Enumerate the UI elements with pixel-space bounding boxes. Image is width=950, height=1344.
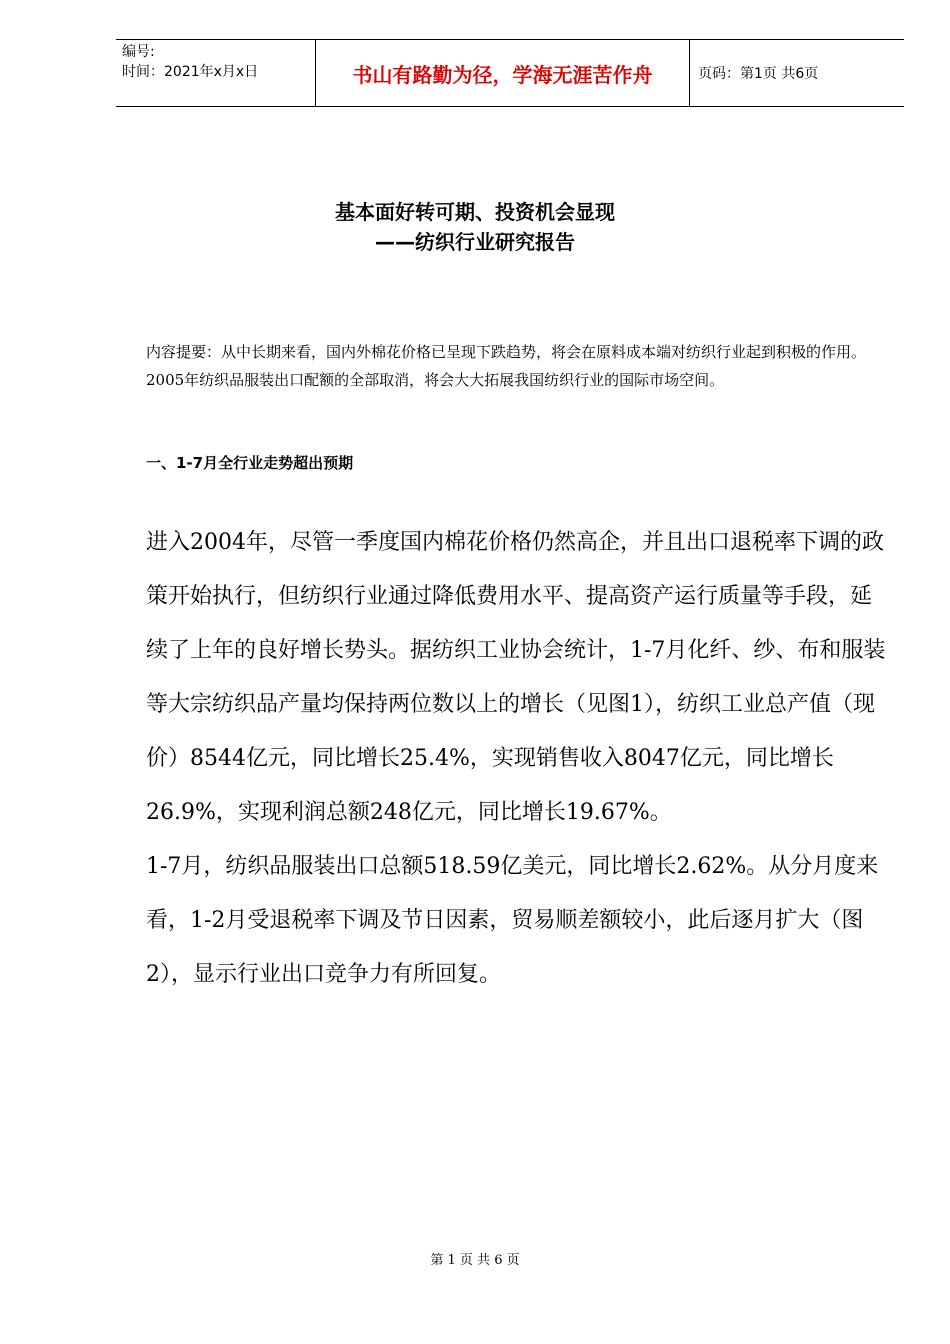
footer-page-number: 第 1 页 共 6 页	[430, 1253, 520, 1268]
section-heading: 一、1-7月全行业走势超出预期	[146, 454, 354, 472]
header-left-cell	[116, 40, 316, 106]
header-table	[116, 39, 904, 107]
motto: 书山有路勤为径，学海无涯苦作舟	[316, 40, 690, 106]
document-title: 基本面好转可期、投资机会显现	[335, 200, 615, 224]
header-page-label: 页码：第1页 共6页	[698, 66, 819, 82]
section-body	[146, 516, 886, 1002]
summary-paragraph: 内容提要：从中长期来看，国内外棉花价格已呈现下跌趋势，将会在原料成本端对纺织行业起到积极的作用。2005年纺织品服装出口配额的全部取消，将会大大拓展我国纺织行业的国际市场空间。	[146, 343, 867, 389]
body-paragraph-1: 进入2004年，尽管一季度国内棉花价格仍然高企，并且出口退税率下调的政策开始执行，但纺织行业通过降低费用水平、提高资产运行质量等手段，延续了上年的良好增长势头。据纺织工业协会统计，1-7月化纤、纱、布和服装等大宗纺织品产量均保持两位数以上的增长（见图1），纺织工业总产值（现价）8544亿元，同比增长25.4%，实现销售收入8047亿元，同比增长26.9%，实现利润总额248亿元，同比增长19.67%。	[146, 530, 886, 825]
body-paragraph-2: 1-7月，纺织品服装出口总额518.59亿美元，同比增长2.62%。从分月度来看，1-2月受退税率下调及节日因素，贸易顺差额较小，此后逐月扩大（图2），显示行业出口竞争力有所回复。	[146, 854, 879, 987]
serial-label: 编号:	[122, 44, 155, 60]
time-label: 时间：2021年x月x日	[122, 64, 259, 80]
document-subtitle: ——纺织行业研究报告	[375, 230, 575, 254]
